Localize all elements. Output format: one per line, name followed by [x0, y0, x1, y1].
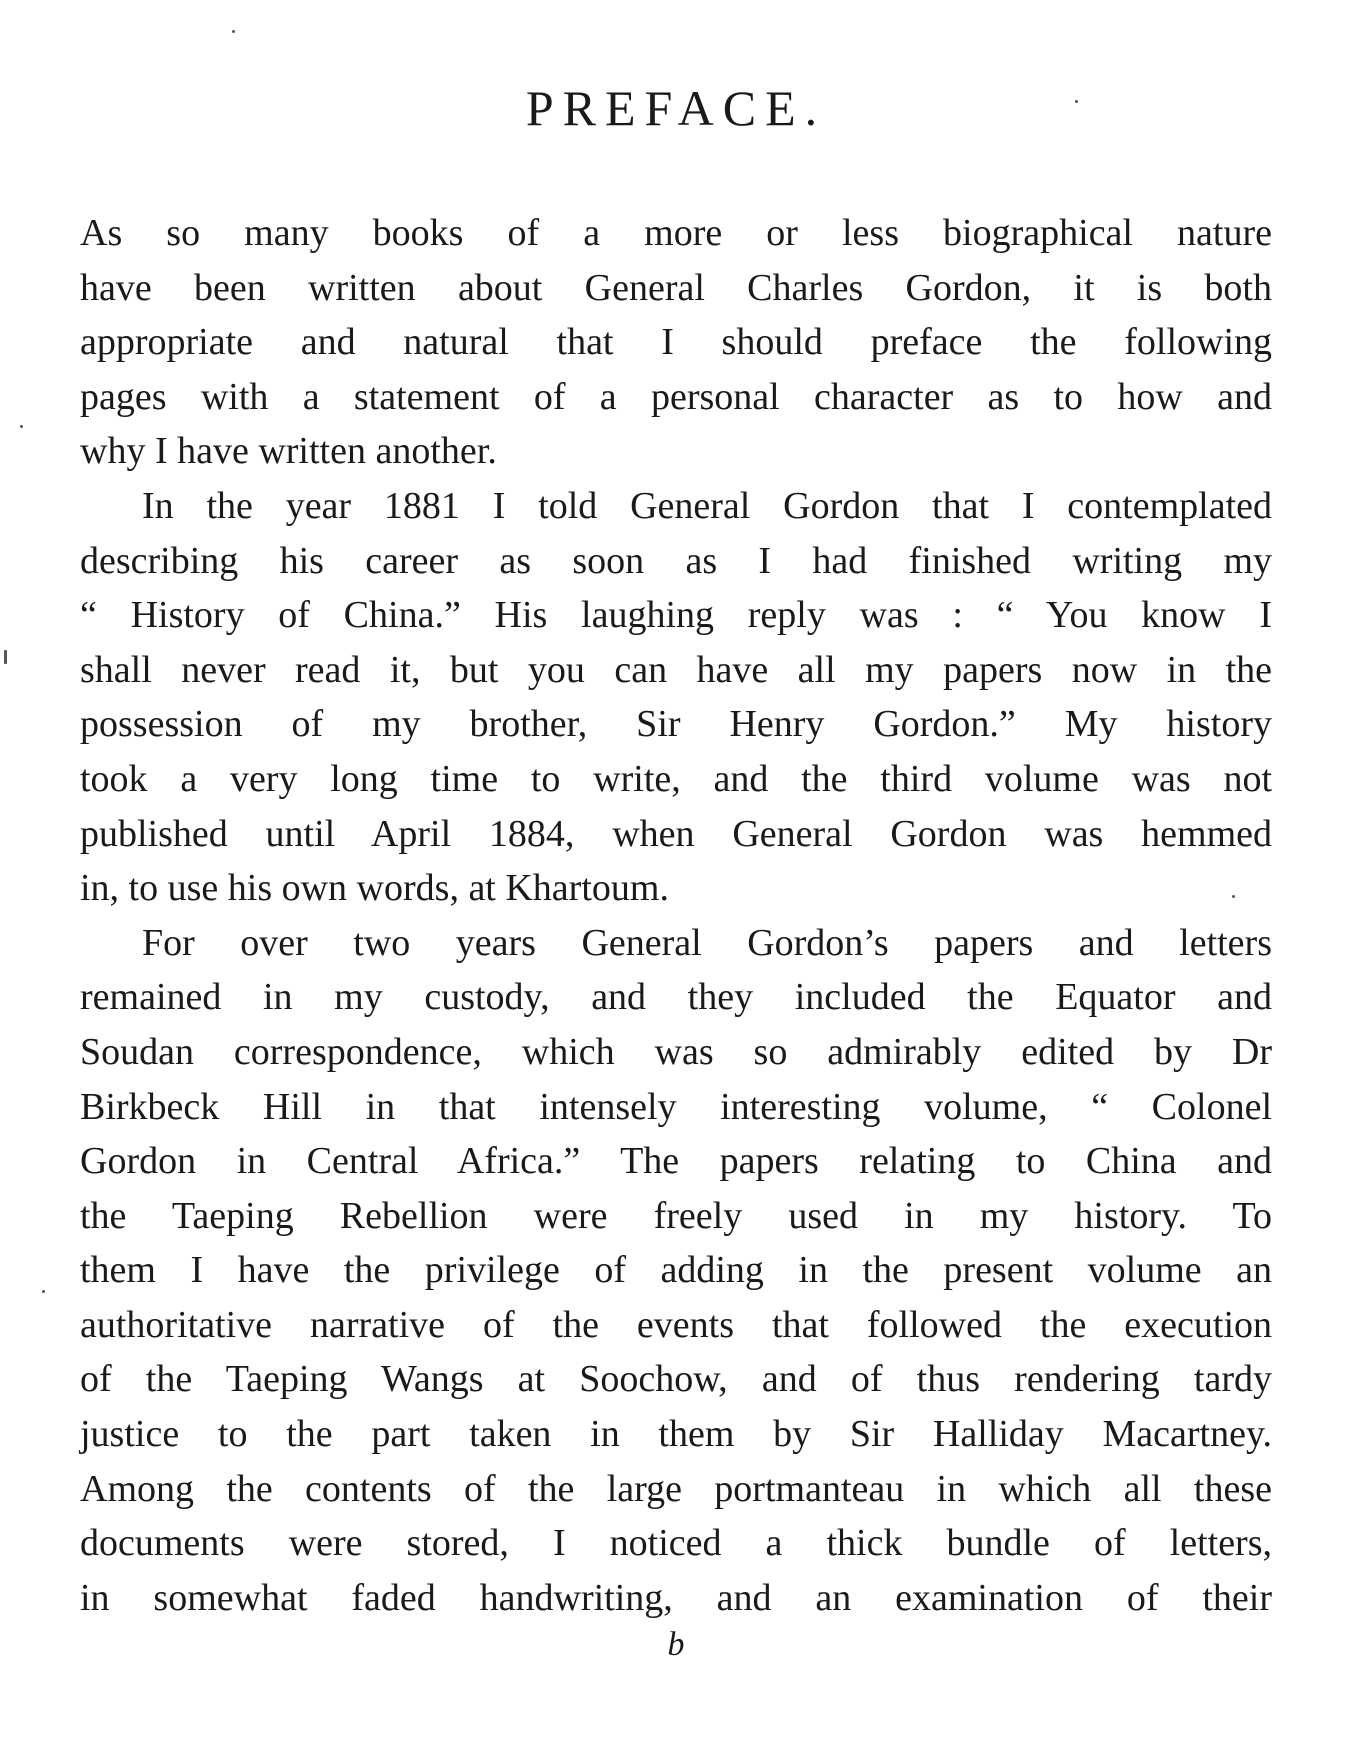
text-line: For over two years General Gordon’s papers and letters	[142, 921, 1272, 964]
signature-mark: b	[667, 1626, 685, 1663]
text-line: remained in my custody, and they included the Equator and	[80, 976, 1272, 1019]
text-line: took a very long time to write, and the third volume was not	[80, 757, 1272, 800]
text-line: In the year 1881 I told General Gordon that I contemplated	[142, 484, 1272, 527]
text-line: published until April 1884, when General Gordon was hemmed	[80, 812, 1272, 855]
scan-speck	[42, 1290, 45, 1293]
page-title: PREFACE.	[525, 80, 827, 136]
text-line: have been written about General Charles Gordon, it is both	[80, 266, 1272, 309]
text-line: authoritative narrative of the events that followed the execution	[80, 1303, 1272, 1346]
paragraph-1	[80, 206, 1272, 479]
text-line: in somewhat faded handwriting, and an examination of their	[80, 1576, 1272, 1619]
text-line: Gordon in Central Africa.” The papers relating to China and	[80, 1140, 1272, 1183]
paragraph-3	[80, 916, 1272, 1626]
text-line: Birkbeck Hill in that intensely interesting volume, “ Colonel	[80, 1085, 1272, 1128]
text-line: documents were stored, I noticed a thick bundle of letters,	[80, 1522, 1272, 1565]
text-line: why I have written another.	[80, 430, 497, 473]
scan-speck	[20, 425, 23, 428]
paragraph-2	[80, 479, 1272, 916]
scan-speck	[232, 30, 235, 33]
text-line: pages with a statement of a personal character as to how and	[80, 375, 1272, 418]
text-line: shall never read it, but you can have all my papers now in the	[80, 648, 1272, 691]
scan-speck	[4, 650, 7, 664]
text-line: “ History of China.” His laughing reply was : “ You know I	[80, 594, 1272, 637]
text-line: describing his career as soon as I had finished writing my	[80, 539, 1272, 582]
preface-body	[80, 206, 1272, 1625]
text-line: Soudan correspondence, which was so admirably edited by Dr	[80, 1030, 1272, 1073]
text-line: justice to the part taken in them by Sir Halliday Macartney.	[80, 1413, 1272, 1456]
text-line: of the Taeping Wangs at Soochow, and of thus rendering tardy	[80, 1358, 1272, 1401]
scan-speck	[1075, 100, 1078, 103]
text-line: in, to use his own words, at Khartoum.	[80, 867, 669, 910]
text-line: appropriate and natural that I should preface the following	[80, 321, 1272, 364]
text-line: Among the contents of the large portmanteau in which all these	[80, 1467, 1272, 1510]
text-line: them I have the privilege of adding in the present volume an	[80, 1249, 1272, 1292]
text-line: As so many books of a more or less biographical nature	[80, 212, 1272, 254]
scan-speck	[1232, 895, 1235, 898]
text-line: possession of my brother, Sir Henry Gordon.” My history	[80, 703, 1272, 746]
text-line: the Taeping Rebellion were freely used in my history. To	[80, 1194, 1272, 1237]
